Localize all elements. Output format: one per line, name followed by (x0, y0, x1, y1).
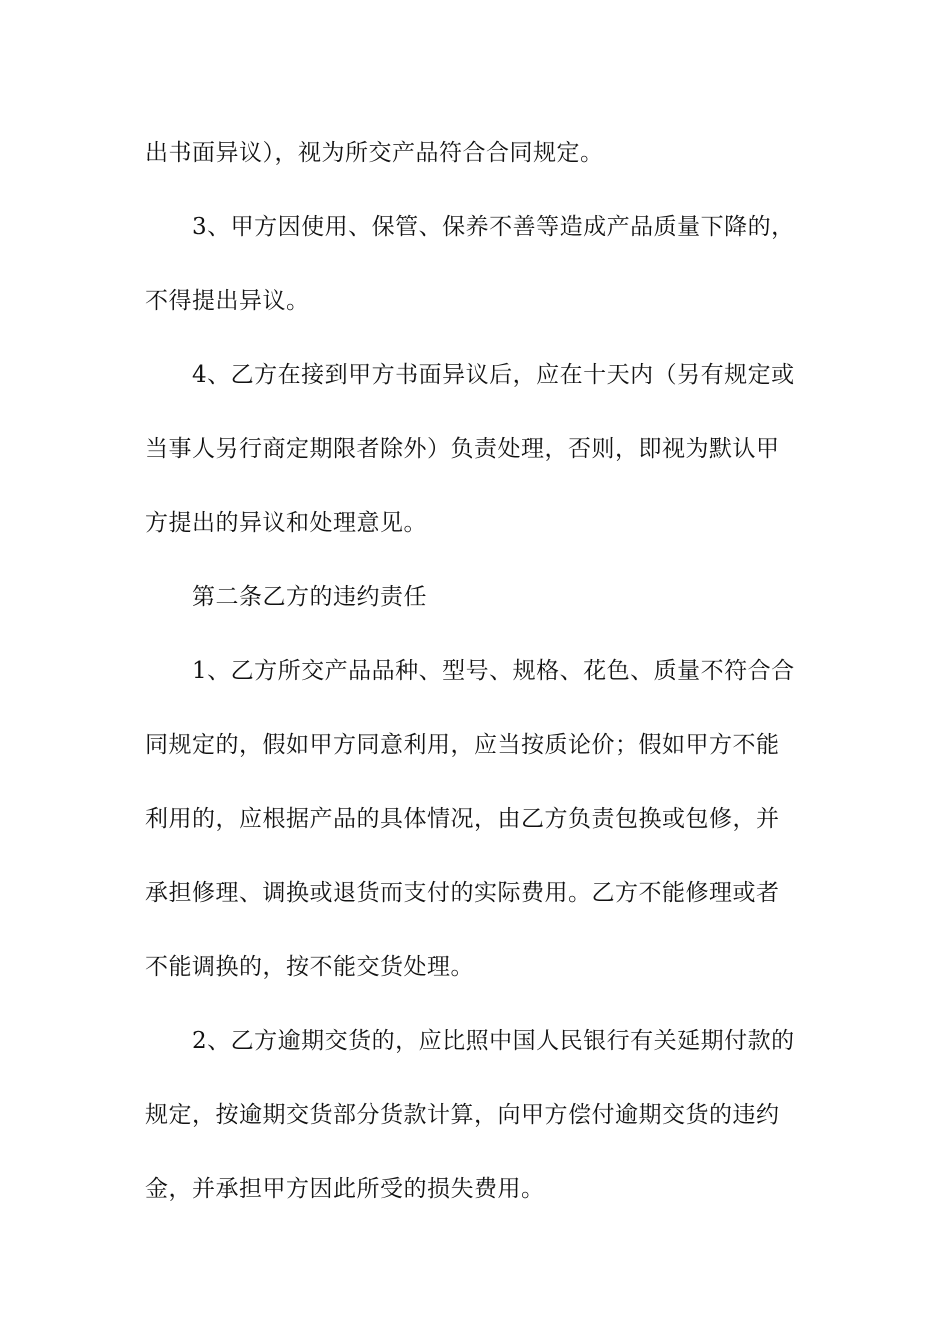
paragraph-line: 1、乙方所交产品品种、型号、规格、花色、质量不符合合 (192, 658, 795, 684)
paragraph-line: 利用的，应根据产品的具体情况，由乙方负责包换或包修，并 (145, 806, 780, 832)
paragraph-line: 金，并承担甲方因此所受的损失费用。 (145, 1176, 545, 1202)
paragraph-line: 当事人另行商定期限者除外）负责处理，否则，即视为默认甲 (145, 436, 780, 462)
section-heading: 第二条乙方的违约责任 (192, 584, 427, 610)
paragraph-line: 出书面异议），视为所交产品符合合同规定。 (145, 140, 604, 166)
paragraph-line: 3、甲方因使用、保管、保养不善等造成产品质量下降的， (192, 214, 795, 240)
paragraph-line: 规定，按逾期交货部分货款计算，向甲方偿付逾期交货的违约 (145, 1102, 780, 1128)
paragraph-line: 同规定的，假如甲方同意利用，应当按质论价；假如甲方不能 (145, 732, 780, 758)
paragraph-line: 不能调换的，按不能交货处理。 (145, 954, 474, 980)
paragraph-line: 4、乙方在接到甲方书面异议后，应在十天内（另有规定或 (192, 362, 795, 388)
paragraph-line: 方提出的异议和处理意见。 (145, 510, 427, 536)
paragraph-line: 2、乙方逾期交货的，应比照中国人民银行有关延期付款的 (192, 1028, 795, 1054)
paragraph-line: 承担修理、调换或退货而支付的实际费用。乙方不能修理或者 (145, 880, 780, 906)
paragraph-line: 不得提出异议。 (145, 288, 310, 314)
